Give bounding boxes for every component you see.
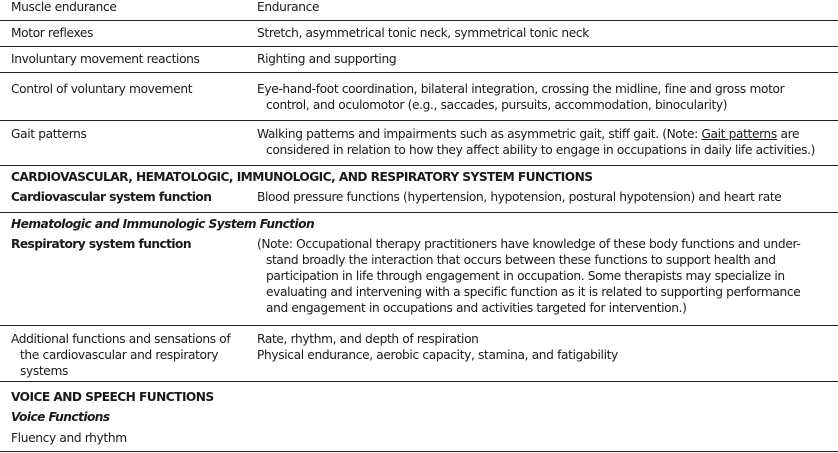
row-divider <box>0 120 838 121</box>
underlined-term: Gait patterns <box>701 127 777 141</box>
note-line: and engagement in occupations and activities targeted for intervention.) <box>266 301 687 315</box>
row-label: Motor reflexes <box>11 26 94 40</box>
row-divider <box>0 325 838 326</box>
note-line: stand broadly the interaction that occurs between these functions to support health and <box>266 253 776 267</box>
subsection-heading: Voice Functions <box>11 410 110 424</box>
note-line: participation in life through engagement in occupation. Some therapists may specialize in <box>266 269 785 283</box>
row-label: Control of voluntary movement <box>11 82 193 96</box>
row-divider <box>0 451 838 452</box>
row-label: Fluency and rhythm <box>11 431 127 445</box>
subsection-heading: Hematologic and Immunologic System Function <box>11 217 315 231</box>
note-text: Walking patterns and impairments such as asymmetric gait, stiff gait. (Note: <box>257 127 702 141</box>
row-label-line: systems <box>20 364 68 378</box>
row-value: Righting and supporting <box>257 52 397 66</box>
note-text: are <box>776 127 800 141</box>
row-divider <box>0 381 838 382</box>
row-divider <box>0 165 838 166</box>
row-value: Stretch, asymmetrical tonic neck, symmetrical tonic neck <box>257 26 589 40</box>
row-label: Involuntary movement reactions <box>11 52 200 66</box>
row-label-line: the cardiovascular and respiratory <box>20 348 219 362</box>
row-value-line <box>257 127 799 142</box>
row-divider <box>0 212 838 213</box>
row-label: Cardiovascular system function <box>11 190 212 204</box>
note-line: evaluating and intervening with a specific function as it is related to supporting performance <box>266 285 801 299</box>
row-value-line: Eye-hand-foot coordination, bilateral integration, crossing the midline, fine and gross motor <box>257 82 785 96</box>
note-line: (Note: Occupational therapy practitioners have knowledge of these body functions and under- <box>257 237 801 251</box>
row-value: Blood pressure functions (hypertension, hypotension, postural hypotension) and heart rate <box>257 190 782 204</box>
row-value-line: Physical endurance, aerobic capacity, stamina, and fatigability <box>257 348 618 362</box>
row-label: Muscle endurance <box>11 0 117 14</box>
row-value-line: considered in relation to how they affect ability to engage in occupations in daily life activities.) <box>266 143 816 157</box>
row-divider <box>0 72 838 73</box>
row-label: Gait patterns <box>11 127 87 141</box>
row-label: Respiratory system function <box>11 237 192 251</box>
row-divider <box>0 46 838 47</box>
row-value-line: control, and oculomotor (e.g., saccades, pursuits, accommodation, binocularity) <box>266 98 728 112</box>
row-label-line: Additional functions and sensations of <box>11 332 231 346</box>
section-heading: VOICE AND SPEECH FUNCTIONS <box>11 390 214 404</box>
row-divider <box>0 20 838 21</box>
row-value: Endurance <box>257 0 320 14</box>
row-value-line: Rate, rhythm, and depth of respiration <box>257 332 479 346</box>
section-heading: CARDIOVASCULAR, HEMATOLOGIC, IMMUNOLOGIC, AND RESPIRATORY SYSTEM FUNCTIONS <box>11 170 593 184</box>
